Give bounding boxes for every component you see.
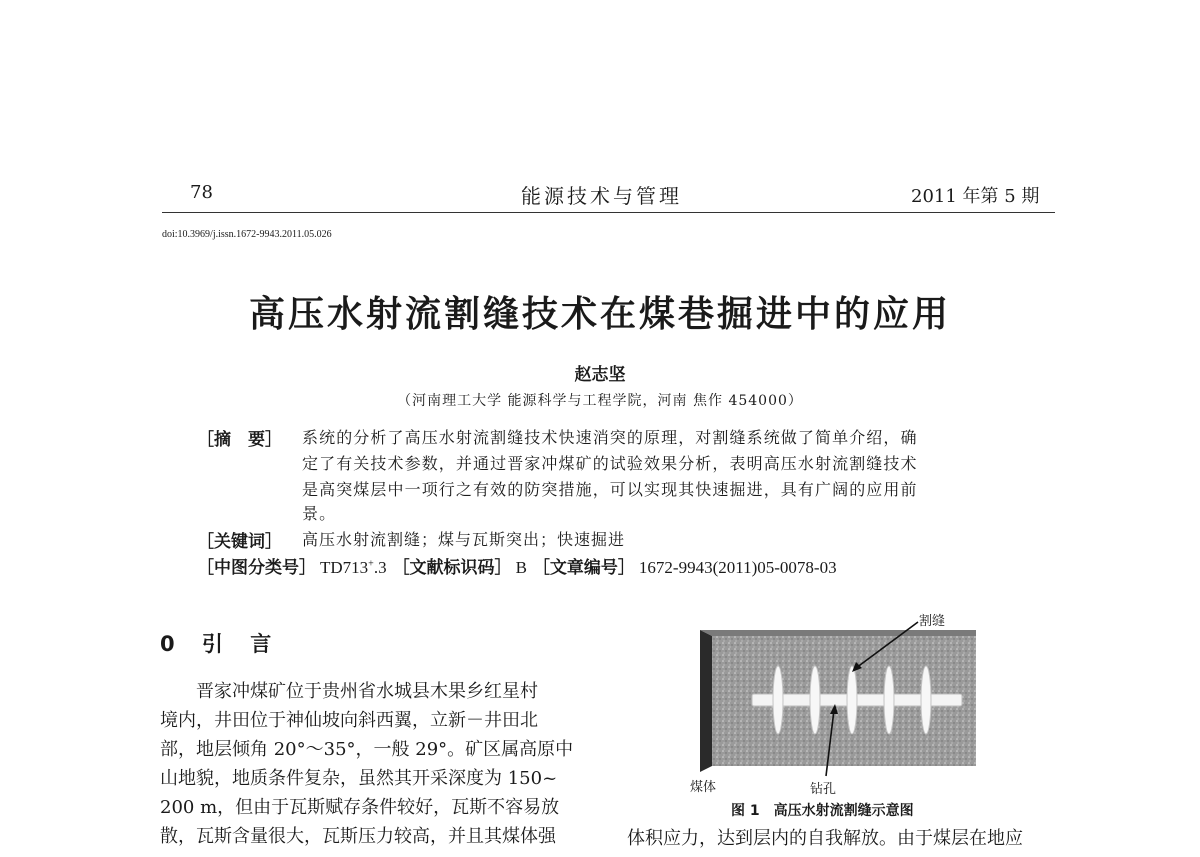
abstract-line: 是高突煤层中一项行之有效的防突措施，可以实现其快速掘进，具有广阔的应用前 bbox=[302, 480, 918, 499]
keywords-label: ［关键词］ bbox=[197, 532, 282, 552]
classification-row bbox=[197, 553, 843, 578]
body-line: 体积应力，达到层内的自我解放。由于煤层在地应 bbox=[627, 828, 1023, 849]
keywords-text: 高压水射流割缝；煤与瓦斯突出；快速掘进 bbox=[302, 530, 626, 549]
body-line: 散，瓦斯含量很大，瓦斯压力较高，并且其煤体强 bbox=[160, 826, 556, 847]
clc-value: TD713+.3 bbox=[320, 558, 387, 577]
slit-label: 割缝 bbox=[919, 614, 946, 629]
slit bbox=[773, 666, 783, 734]
abstract-line: 系统的分析了高压水射流割缝技术快速消突的原理，对割缝系统做了简单介绍，确 bbox=[302, 428, 918, 447]
coal-block-top bbox=[700, 630, 976, 636]
slit bbox=[847, 666, 857, 734]
abstract-line: 定了有关技术参数，并通过晋家冲煤矿的试验效果分析，表明高压水射流割缝技术 bbox=[302, 454, 918, 473]
figure-caption: 图 1 高压水射流割缝示意图 bbox=[731, 803, 914, 819]
article-title: 高压水射流割缝技术在煤巷掘进中的应用 bbox=[248, 294, 951, 335]
header-rule bbox=[162, 212, 1055, 213]
clc-label: ［中图分类号］ bbox=[197, 558, 316, 578]
body-line: 山地貌，地质条件复杂，虽然其开采深度为 150~ bbox=[160, 768, 558, 789]
page-number: 78 bbox=[190, 182, 213, 203]
section-heading: 0 引 言 bbox=[160, 632, 282, 656]
doi: doi:10.3969/j.issn.1672-9943.2011.05.026 bbox=[162, 229, 332, 240]
coal-label: 煤体 bbox=[690, 780, 717, 795]
slit-diagram bbox=[686, 606, 986, 796]
coal-block-side bbox=[700, 630, 712, 772]
body-line: 200 m，但由于瓦斯赋存条件较好，瓦斯不容易放 bbox=[160, 797, 560, 818]
slit bbox=[921, 666, 931, 734]
doc-code-label: ［文献标识码］ bbox=[392, 558, 512, 578]
abstract-label: ［摘 要］ bbox=[197, 430, 282, 450]
article-number-label: ［文章编号］ bbox=[532, 558, 635, 578]
abstract-line: 景。 bbox=[302, 504, 337, 523]
body-line: 境内，井田位于神仙坡向斜西翼，立新－井田北 bbox=[160, 710, 538, 731]
body-line: 部，地层倾角 20°～35°，一般 29°。矿区属高原中 bbox=[160, 739, 574, 760]
doc-code-value: B bbox=[515, 558, 527, 577]
slit bbox=[884, 666, 894, 734]
body-line: 晋家冲煤矿位于贵州省水城县木果乡红星村 bbox=[160, 681, 538, 702]
affiliation: （河南理工大学 能源科学与工程学院，河南 焦作 454000） bbox=[397, 393, 803, 409]
journal-name: 能源技术与管理 bbox=[521, 184, 682, 208]
author: 赵志坚 bbox=[574, 365, 626, 385]
slit bbox=[810, 666, 820, 734]
slit-diagram-svg bbox=[686, 606, 986, 796]
article-number-value: 1672-9943(2011)05-0078-03 bbox=[638, 558, 837, 577]
issue-label: 2011 年第 5 期 bbox=[911, 186, 1040, 207]
borehole-label: 钻孔 bbox=[810, 782, 837, 797]
